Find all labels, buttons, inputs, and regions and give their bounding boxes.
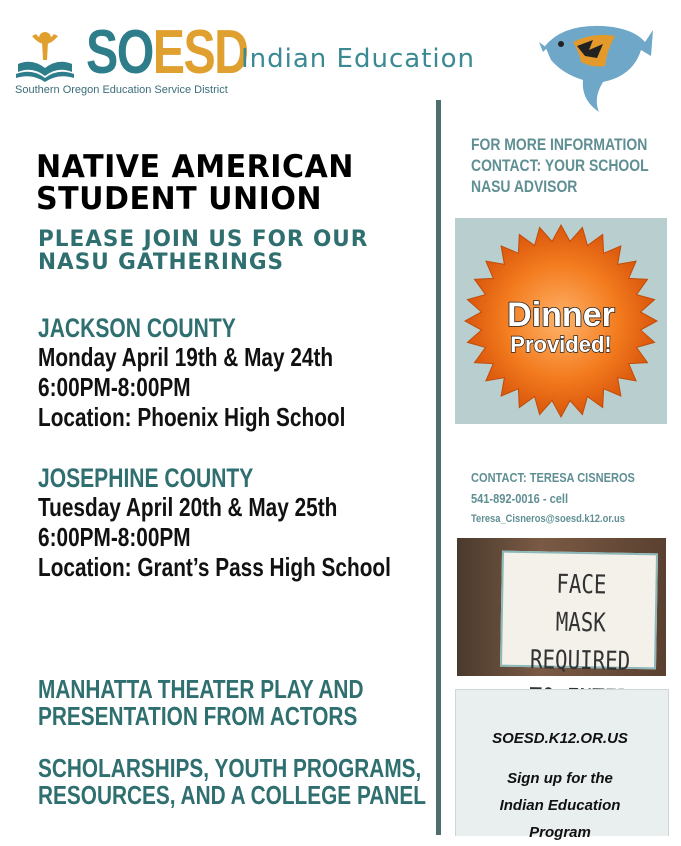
contact-name: CONTACT: TERESA CISNEROS bbox=[471, 470, 635, 485]
face-mask-photo bbox=[457, 538, 666, 676]
highlight-theater: MANHATTA THEATER PLAY AND PRESENTATION FROM ACTORS bbox=[38, 674, 364, 731]
contact-info bbox=[471, 467, 635, 530]
page-title: NATIVE AMERICAN STUDENT UNION bbox=[36, 149, 354, 217]
signup-text: Sign up for the Indian Education Program bbox=[499, 770, 621, 841]
salmon-logo-icon bbox=[533, 16, 658, 116]
event-details-jackson: Monday April 19th & May 24th 6:00PM-8:00PM Location: Phoenix High School bbox=[38, 342, 346, 432]
column-divider bbox=[436, 100, 441, 835]
soesd-logo-text: SOESD bbox=[86, 18, 248, 87]
contact-email: Teresa_Cisneros@soesd.k12.or.us bbox=[471, 513, 625, 525]
join-heading: PLEASE JOIN US FOR OUR NASU GATHERINGS bbox=[38, 227, 369, 276]
website-link[interactable]: SOESD.K12.OR.US bbox=[492, 730, 628, 747]
logo-subtitle: Southern Oregon Education Service District bbox=[15, 84, 228, 96]
event-details-josephine: Tuesday April 20th & May 25th 6:00PM-8:00PM Location: Grant’s Pass High School bbox=[38, 492, 391, 582]
contact-phone: 541-892-0016 - cell bbox=[471, 491, 569, 506]
dinner-starburst bbox=[459, 222, 664, 420]
event-county-jackson: JACKSON COUNTY bbox=[38, 313, 236, 343]
mask-sign: FACE MASK REQUIRED bbox=[500, 551, 658, 670]
provided-text: Provided! bbox=[510, 332, 612, 357]
highlight-scholarships: SCHOLARSHIPS, YOUTH PROGRAMS, RESOURCES, AND A COLLEGE PANEL bbox=[38, 753, 426, 810]
dinner-text: Dinner bbox=[507, 296, 615, 334]
soesd-logo-icon bbox=[14, 28, 76, 83]
more-info-text: FOR MORE INFORMATION CONTACT: YOUR SCHOOL NASU ADVISOR bbox=[471, 135, 649, 196]
program-title: Indian Education bbox=[241, 44, 475, 74]
event-county-josephine: JOSEPHINE COUNTY bbox=[38, 463, 254, 493]
